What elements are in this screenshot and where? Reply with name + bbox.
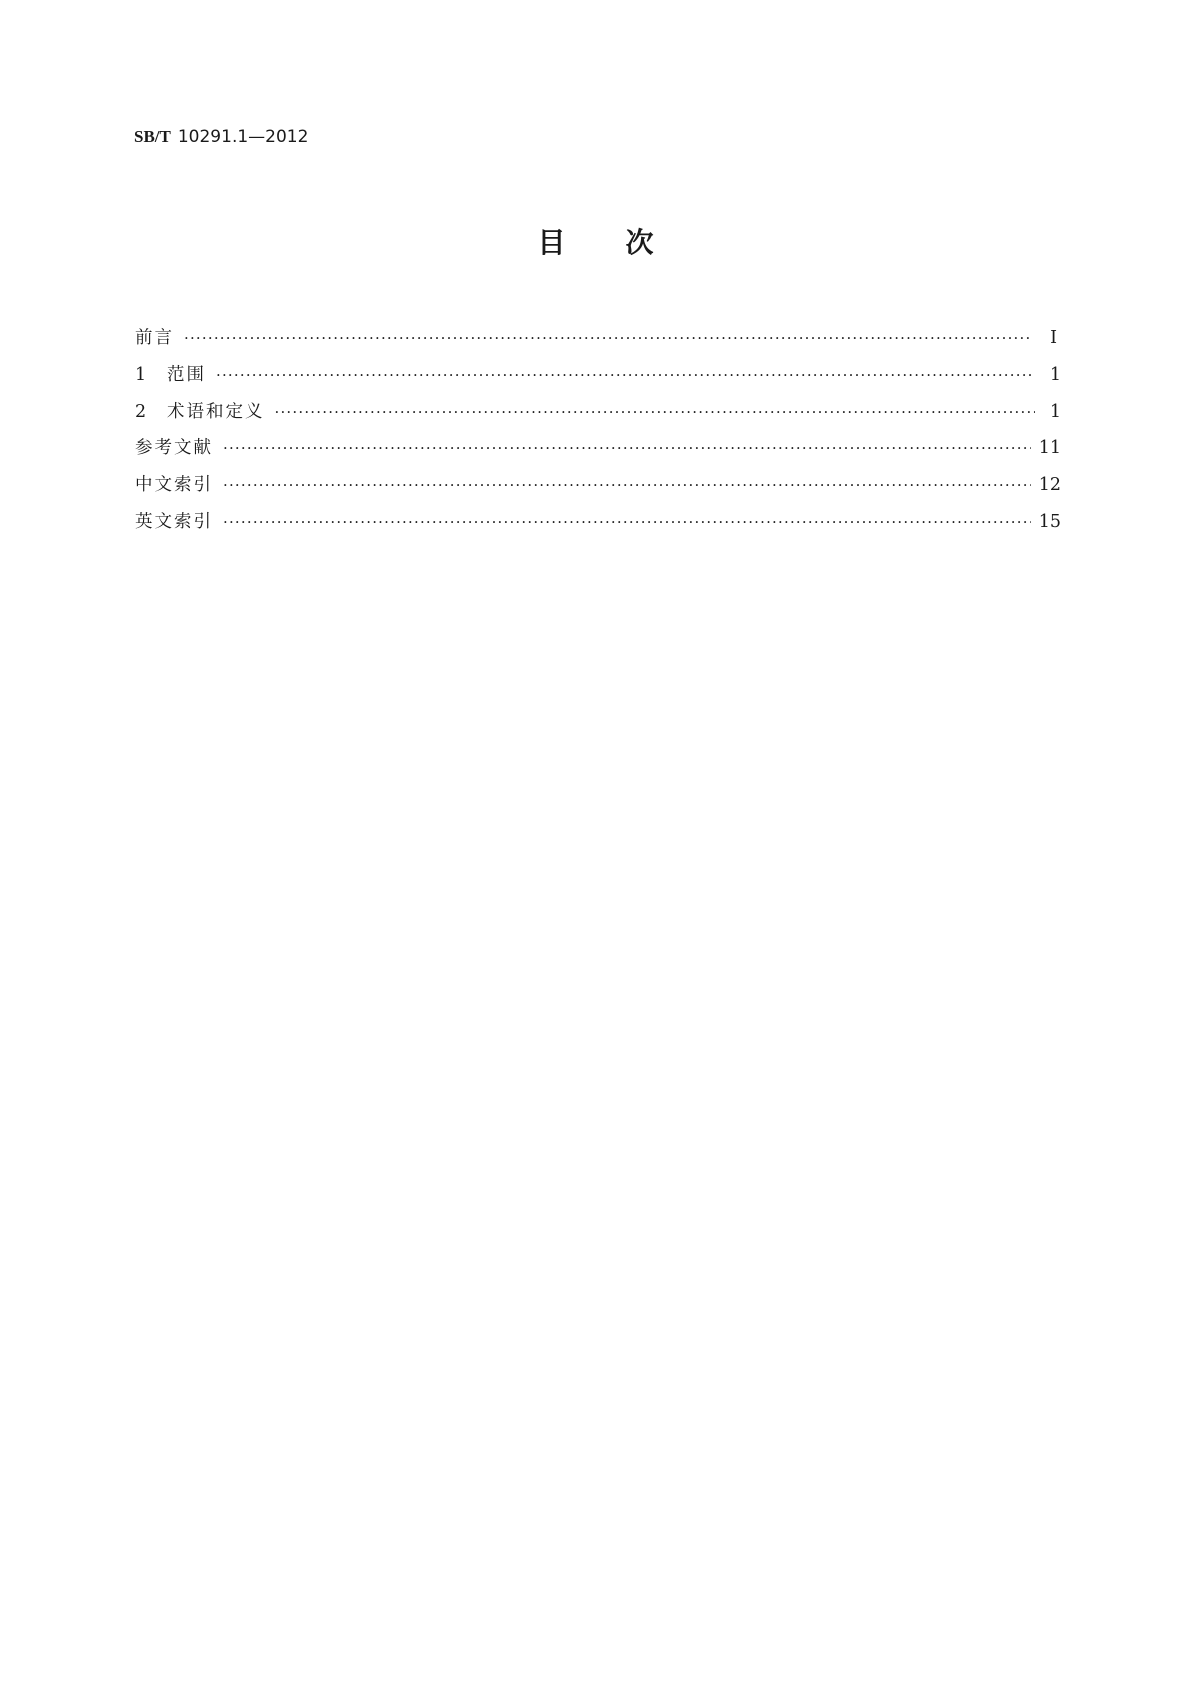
toc-leader-dots xyxy=(223,511,1031,533)
toc-entry-label: 参考文献 xyxy=(135,438,213,459)
toc-entry-label: 英文索引 xyxy=(135,511,213,532)
toc-entry-terms-and-definitions[interactable] xyxy=(135,401,1061,438)
toc-leader-dots xyxy=(223,437,1031,459)
standard-prefix: SB/T xyxy=(134,127,171,146)
toc-entry-foreword[interactable] xyxy=(135,327,1061,364)
table-of-contents xyxy=(135,327,1061,548)
title-char-2: 次 xyxy=(625,226,654,259)
toc-entry-page: 11 xyxy=(1038,438,1061,459)
toc-entry-bibliography[interactable] xyxy=(135,437,1061,474)
toc-entry-label: 范围 xyxy=(167,364,206,385)
toc-entry-english-index[interactable] xyxy=(135,511,1061,548)
toc-entry-page: 1 xyxy=(1049,364,1061,385)
toc-entry-page: 15 xyxy=(1038,511,1061,532)
toc-entry-page: 12 xyxy=(1038,475,1061,496)
toc-entry-label: 前言 xyxy=(135,328,174,348)
toc-entry-page: Ⅰ xyxy=(1050,328,1057,348)
toc-entry-chinese-index[interactable] xyxy=(135,474,1061,511)
toc-leader-dots xyxy=(184,327,1031,349)
standard-code: 10291.1—2012 xyxy=(177,127,309,147)
toc-entry-label: 中文索引 xyxy=(135,475,213,496)
toc-entry-scope[interactable] xyxy=(135,364,1061,401)
toc-entry-label: 术语和定义 xyxy=(167,401,265,422)
toc-leader-dots xyxy=(216,364,1035,386)
standard-number xyxy=(134,126,308,148)
toc-leader-dots xyxy=(223,474,1031,496)
toc-entry-number: 2 xyxy=(135,401,147,422)
toc-entry-page: 1 xyxy=(1049,401,1061,422)
toc-leader-dots xyxy=(275,401,1036,423)
toc-entry-number: 1 xyxy=(135,364,147,385)
page-title xyxy=(0,226,1191,260)
title-char-1: 目 xyxy=(537,226,566,259)
